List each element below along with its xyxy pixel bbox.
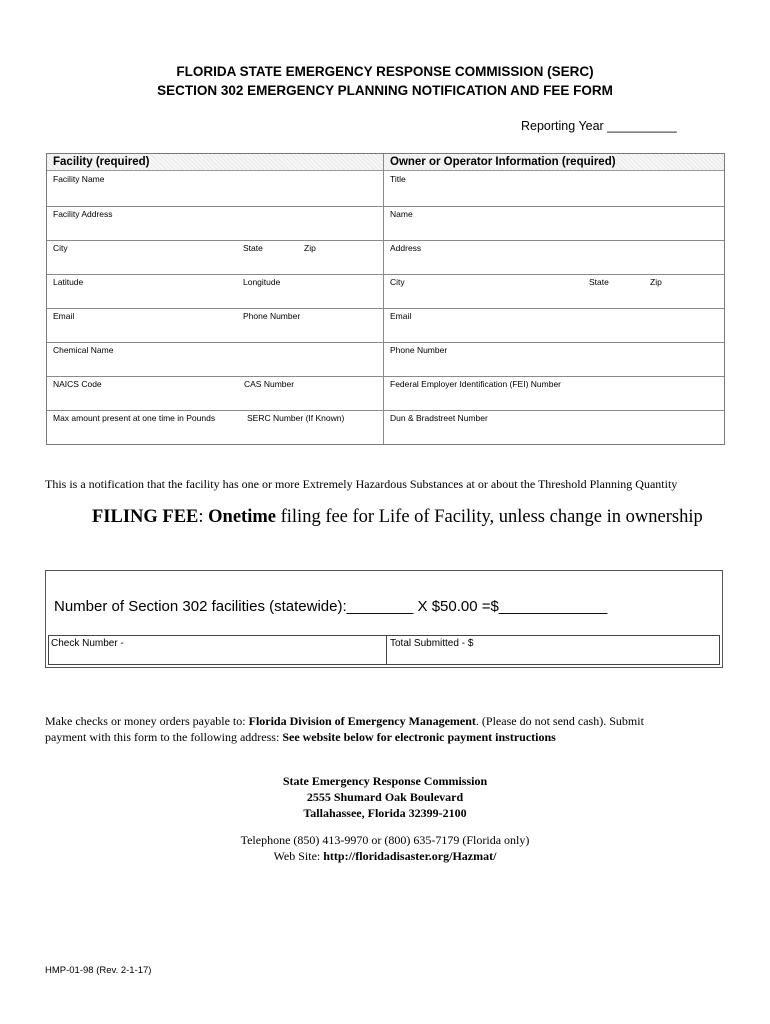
mailing-address [0, 773, 770, 821]
owner-city-field[interactable]: City [390, 277, 405, 287]
facility-name-field[interactable]: Facility Name [53, 174, 105, 184]
filing-fee-colon: : [198, 507, 209, 527]
form-title-line-1: FLORIDA STATE EMERGENCY RESPONSE COMMISSION (SERC) [176, 64, 594, 79]
facilities-count-line[interactable]: Number of Section 302 facilities (statewide):________ X $50.00 =$_____________ [54, 598, 608, 615]
duns-number-field[interactable]: Dun & Bradstreet Number [390, 413, 488, 423]
owner-address-field[interactable]: Address [390, 243, 422, 253]
facility-state-field[interactable]: State [243, 243, 263, 253]
payment-row [48, 635, 720, 665]
reporting-year-label: Reporting Year [521, 119, 604, 133]
serc-number-field[interactable]: SERC Number (If Known) [247, 413, 345, 423]
naics-code-field[interactable]: NAICS Code [53, 379, 102, 389]
website-label: Web Site: [273, 849, 324, 863]
ehs-notice: This is a notification that the facility has one or more Extremely Hazardous Substances at or about the Threshold Planning Quantity [45, 477, 678, 491]
payee-name: Florida Division of Emergency Management [248, 714, 476, 728]
latitude-field[interactable]: Latitude [53, 277, 84, 287]
payment-instructions [45, 713, 735, 745]
facility-heading: Facility (required) [47, 154, 384, 171]
longitude-field[interactable]: Longitude [243, 277, 281, 287]
facility-email-field[interactable]: Email [53, 311, 75, 321]
fee-box [45, 570, 723, 668]
payment-text-2: . (Please do not send cash). Submit [475, 714, 644, 728]
filing-fee-label: FILING FEE [92, 507, 199, 527]
fei-number-field[interactable]: Federal Employer Identification (FEI) Number [390, 379, 562, 389]
chemical-name-field[interactable]: Chemical Name [53, 345, 114, 355]
max-amount-field[interactable]: Max amount present at one time in Pounds [53, 413, 216, 423]
cas-number-field[interactable]: CAS Number [244, 379, 295, 389]
facility-address-field[interactable]: Facility Address [53, 209, 113, 219]
payment-text-3: payment with this form to the following address: [45, 730, 283, 744]
owner-title-field[interactable]: Title [390, 174, 406, 184]
reporting-year [521, 119, 677, 133]
filing-fee-description: filing fee for Life of Facility, unless change in ownership [275, 507, 703, 527]
owner-phone-field[interactable]: Phone Number [390, 345, 448, 355]
filing-fee-onetime: Onetime [208, 507, 276, 527]
address-line-3: Tallahassee, Florida 32399-2100 [303, 806, 467, 820]
payment-text-1: Make checks or money orders payable to: [45, 714, 249, 728]
owner-email-field[interactable]: Email [390, 311, 412, 321]
telephone: Telephone (850) 413-9970 or (800) 635-7179 (Florida only) [240, 833, 530, 847]
facility-phone-field[interactable]: Phone Number [243, 311, 301, 321]
address-line-2: 2555 Shumard Oak Boulevard [306, 790, 464, 804]
contact-info [0, 832, 770, 864]
reporting-year-blank[interactable]: __________ [607, 119, 677, 133]
owner-name-field[interactable]: Name [390, 209, 413, 219]
owner-heading: Owner or Operator Information (required) [384, 154, 724, 171]
check-number-field[interactable]: Check Number - [51, 638, 124, 649]
form-id: HMP-01-98 (Rev. 2-1-17) [45, 965, 152, 976]
owner-state-field[interactable]: State [589, 277, 609, 287]
website-link[interactable]: http://floridadisaster.org/Hazmat/ [323, 849, 497, 863]
electronic-payment-note: See website below for electronic payment instructions [282, 730, 556, 744]
total-submitted-field[interactable]: Total Submitted - $ [390, 638, 474, 649]
facility-owner-table [46, 153, 725, 445]
facility-zip-field[interactable]: Zip [304, 243, 316, 253]
owner-zip-field[interactable]: Zip [650, 277, 662, 287]
address-line-1: State Emergency Response Commission [282, 774, 488, 788]
form-title-line-2: SECTION 302 EMERGENCY PLANNING NOTIFICATION AND FEE FORM [157, 83, 613, 98]
filing-fee-heading [92, 507, 703, 528]
facility-city-field[interactable]: City [53, 243, 68, 253]
